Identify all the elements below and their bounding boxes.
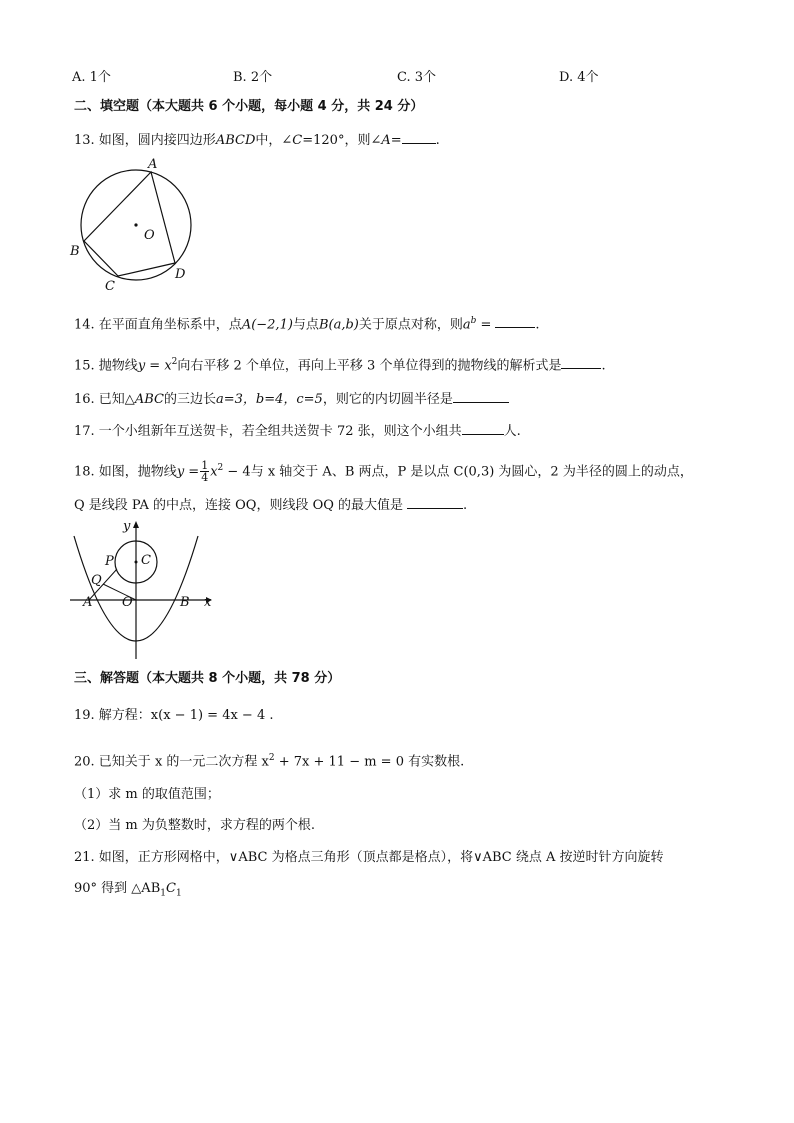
center-point-o [134,223,137,226]
answer-blank-15 [561,356,601,369]
answer-blank-18 [407,496,463,509]
circle-quadrilateral-figure [66,156,206,294]
question-18-line-1: 18. 如图，抛物线y = $\frac{1}{4}$ $x^2 - 4$与 x 轴交于 A、B 两点，P 是以点 C(0,3) 为圆心，2 为半径的圆上的动点， [74,459,693,485]
question-15: 15. 抛物线$y = x^2$向右平移 2 个单位，再向上平移 3 个单位得到的抛物线的解析式是 . [74,357,606,374]
question-14: 14. 在平面直角坐标系中，点A(−2,1)与点B(a,b)关于原点对称，则$a^b$ = . [74,316,540,333]
section-2-title: 二、填空题（本大题共 6 个小题，每小题 4 分，共 24 分） [74,99,424,114]
option-c: C. 3个 [397,70,437,85]
section-3-title: 三、解答题（本大题共 8 个小题，共 78 分） [74,671,341,686]
quadrilateral-abcd [84,172,175,276]
question-20-part-1: （1）求 m 的取值范围； [74,787,220,802]
label-q: Q [91,573,102,588]
center-point-c [135,561,138,564]
label-c: C [141,553,151,568]
label-b: B [180,595,190,610]
label-c: C [105,279,115,294]
answer-blank-17 [462,422,504,435]
question-13: 13. 如图，圆内接四边形ABCD中，∠C=120°，则∠A= . [74,133,440,148]
option-a: A. 1个 [72,70,111,85]
label-p: P [105,554,114,569]
option-b: B. 2个 [233,70,273,85]
parabola-circle-figure [66,516,216,662]
question-20: 20. 已知关于 x 的一元二次方程 $x^2 + 7x + 11 - m = 0$ 有实数根. [74,753,465,770]
label-a: A [148,157,158,172]
answer-blank-14 [495,315,535,328]
answer-blank-13 [402,131,436,144]
question-18-line-2: Q 是线段 PA 的中点，连接 OQ，则线段 OQ 的最大值是 . [74,498,468,513]
fraction-one-quarter: $\frac{1}{4}$ [201,459,209,485]
answer-blank-16 [453,390,509,403]
question-17: 17. 一个小组新年互送贺卡，若全组共送贺卡 72 张，则这个小组共 人. [74,424,521,439]
question-19: 19. 解方程：x(x − 1) = 4x − 4 . [74,708,274,723]
question-21-line-2: 90° 得到 $\triangle AB_1C_1$ [74,881,182,899]
option-d: D. 4个 [559,70,599,85]
label-x: x [204,595,212,610]
question-16: 16. 已知△ABC的三边长a=3，b=4，c=5，则它的内切圆半径是 [74,390,509,409]
label-b: B [70,244,80,259]
label-a: A [83,595,93,610]
question-20-part-2: （2）当 m 为负整数时，求方程的两个根. [74,818,315,833]
y-axis-arrow [133,521,139,528]
label-o: O [122,595,133,610]
label-o: O [144,228,155,243]
label-y: y [123,519,131,534]
question-21-line-1: 21. 如图，正方形网格中，∨ABC 为格点三角形（顶点都是格点），将∨ABC 绕点 A 按逆时针方向旋转 [74,850,664,865]
label-d: D [175,267,186,282]
